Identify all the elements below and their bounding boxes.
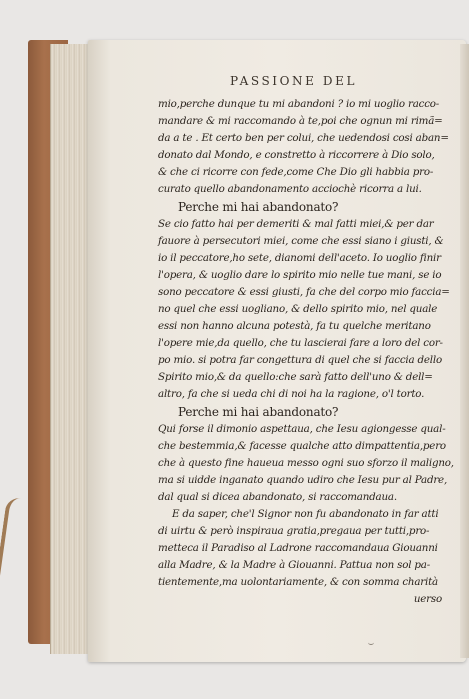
text-line: po mio. si potra far congettura di quel che si faccia dello xyxy=(158,354,442,366)
text-line: fauore à persecutori miei, come che essi siano i giusti, & xyxy=(158,235,444,247)
page-mark xyxy=(368,640,374,645)
text-line: essi non hanno alcuna potestà, fa tu quelche meritano xyxy=(158,320,431,332)
text-line: donato dal Mondo, e constretto à riccorrere à Dio solo, xyxy=(158,149,435,161)
text-line: mio,perche dunque tu mi abandoni ? io mi uoglio racco- xyxy=(158,98,440,110)
text-line: Se cio fatto hai per demeriti & mal fatti miei,& per dar xyxy=(158,218,434,230)
text-line: Qui forse il dimonio aspettaua, che Iesu agiongesse qual- xyxy=(158,423,446,435)
catchword: uerso xyxy=(413,593,442,605)
text-line: E da saper, che'l Signor non fu abandonato in far atti xyxy=(172,508,439,520)
text-line: altro, fa che si ueda chi di noi ha la ragione, o'l torto. xyxy=(158,388,425,400)
text-line: io il peccatore,ho sete, dianomi dell'aceto. Io uoglio finir xyxy=(158,252,441,264)
text-line: Spirito mio,& da quello:che sarà fatto dell'uno & dell= xyxy=(158,371,433,383)
text-line: alla Madre, & la Madre à Giouanni. Pattua non sol pa- xyxy=(158,559,431,571)
text-line: di uirtu & però inspiraua gratia,pregaua per tutti,pro- xyxy=(158,525,430,537)
running-head: PASSIONE DEL xyxy=(230,74,358,88)
text-line: no quel che essi uogliano, & dello spirito mio, nel quale xyxy=(158,303,438,315)
text-line: tientemente,ma uolontariamente, & con somma charità xyxy=(158,576,438,588)
paragraph-1 xyxy=(158,96,458,198)
text-line: da a te . Et certo ben per colui, che uedendosi cosi aban= xyxy=(158,132,449,144)
section-heading: Perche mi hai abandonato? xyxy=(178,200,339,214)
text-line: l'opere mie,da quello, che tu lascierai fare a loro del cor- xyxy=(158,337,443,349)
page-text xyxy=(158,96,458,608)
text-line: curato quello abandonamento acciochè ricorra a lui. xyxy=(158,183,422,195)
text-line: metteca il Paradiso al Ladrone raccomandaua Giouanni xyxy=(158,542,438,554)
text-line: dal qual si dicea abandonato, si raccomandaua. xyxy=(158,491,397,503)
text-line: che à questo fine haueua messo ogni suo sforzo il maligno, xyxy=(158,457,454,469)
text-line: sono peccatore & essi giusti, fa che del corpo mio faccia= xyxy=(158,286,450,298)
text-line: che bestemmia,& facesse qualche atto dimpattentia,pero xyxy=(158,440,446,452)
text-line: mandare & mi raccomando à te,poi che ognun mi rimã= xyxy=(158,115,443,127)
page-right-edge xyxy=(460,44,469,658)
text-line: & che ci ricorre con fede,come Che Dio gli habbia pro- xyxy=(158,166,434,178)
paragraph-4 xyxy=(158,506,458,591)
section-heading: Perche mi hai abandonato? xyxy=(178,405,339,419)
text-line: ma si uidde inganato quando udiro che Iesu pur al Padre, xyxy=(158,474,448,486)
paragraph-2 xyxy=(158,216,458,403)
text-line: l'opera, & uoglio dare lo spirito mio nelle tue mani, se io xyxy=(158,269,442,281)
paragraph-3 xyxy=(158,421,458,506)
